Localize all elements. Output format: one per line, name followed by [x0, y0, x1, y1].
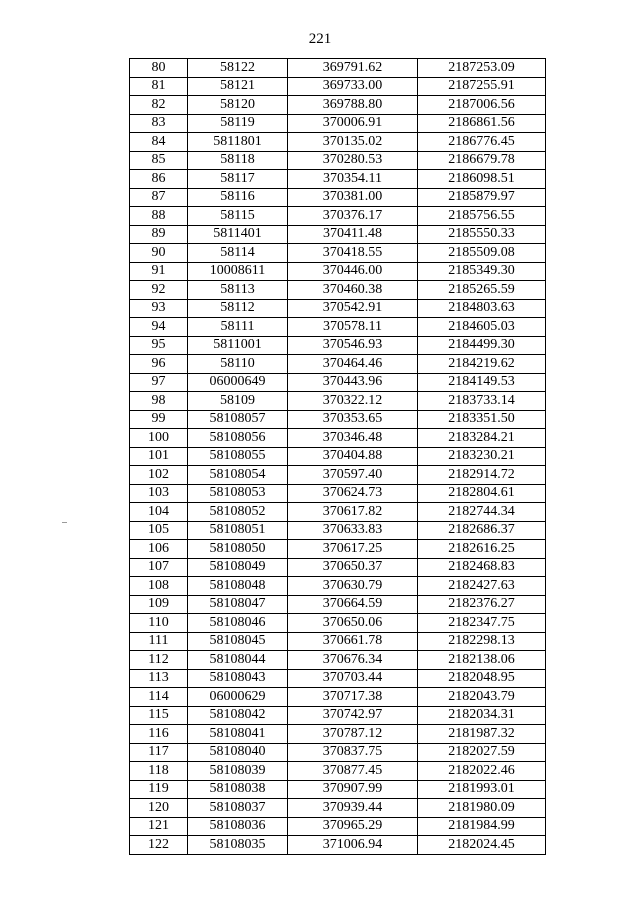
point-id-cell: 58108047: [188, 595, 288, 614]
y-coordinate-cell: 2183284.21: [418, 429, 546, 448]
point-id-cell: 5811801: [188, 133, 288, 152]
y-coordinate-cell: 2181980.09: [418, 799, 546, 818]
table-row: [130, 521, 546, 540]
table-row: [130, 281, 546, 300]
row-number-cell: 111: [130, 632, 188, 651]
row-number-cell: 88: [130, 207, 188, 226]
x-coordinate-cell: 370354.11: [288, 170, 418, 189]
point-id-cell: 58108039: [188, 762, 288, 781]
point-id-cell: 58108041: [188, 725, 288, 744]
table-row: [130, 799, 546, 818]
x-coordinate-cell: 370787.12: [288, 725, 418, 744]
margin-mark: [62, 522, 67, 523]
table-row: [130, 355, 546, 374]
table-row: [130, 503, 546, 522]
row-number-cell: 93: [130, 299, 188, 318]
x-coordinate-cell: 369788.80: [288, 96, 418, 115]
x-coordinate-cell: 370404.88: [288, 447, 418, 466]
y-coordinate-cell: 2182616.25: [418, 540, 546, 559]
x-coordinate-cell: 370617.82: [288, 503, 418, 522]
row-number-cell: 118: [130, 762, 188, 781]
row-number-cell: 109: [130, 595, 188, 614]
row-number-cell: 81: [130, 77, 188, 96]
y-coordinate-cell: 2181993.01: [418, 780, 546, 799]
y-coordinate-cell: 2182034.31: [418, 706, 546, 725]
y-coordinate-cell: 2182024.45: [418, 836, 546, 855]
x-coordinate-cell: 370322.12: [288, 392, 418, 411]
row-number-cell: 122: [130, 836, 188, 855]
table-row: [130, 817, 546, 836]
point-id-cell: 58114: [188, 244, 288, 263]
x-coordinate-cell: 370411.48: [288, 225, 418, 244]
point-id-cell: 58108050: [188, 540, 288, 559]
y-coordinate-cell: 2182347.75: [418, 614, 546, 633]
table-row: [130, 410, 546, 429]
row-number-cell: 107: [130, 558, 188, 577]
x-coordinate-cell: 370381.00: [288, 188, 418, 207]
table-row: [130, 632, 546, 651]
table-row: [130, 114, 546, 133]
point-id-cell: 58122: [188, 59, 288, 78]
point-id-cell: 58111: [188, 318, 288, 337]
point-id-cell: 58108045: [188, 632, 288, 651]
point-id-cell: 58108036: [188, 817, 288, 836]
x-coordinate-cell: 370443.96: [288, 373, 418, 392]
table-row: [130, 762, 546, 781]
point-id-cell: 58108054: [188, 466, 288, 485]
y-coordinate-cell: 2184803.63: [418, 299, 546, 318]
table-row: [130, 336, 546, 355]
table-row: [130, 651, 546, 670]
table-row: [130, 429, 546, 448]
row-number-cell: 92: [130, 281, 188, 300]
row-number-cell: 82: [130, 96, 188, 115]
row-number-cell: 84: [130, 133, 188, 152]
point-id-cell: 06000649: [188, 373, 288, 392]
row-number-cell: 94: [130, 318, 188, 337]
x-coordinate-cell: 370633.83: [288, 521, 418, 540]
row-number-cell: 97: [130, 373, 188, 392]
table-row: [130, 207, 546, 226]
row-number-cell: 99: [130, 410, 188, 429]
row-number-cell: 113: [130, 669, 188, 688]
table-row: [130, 133, 546, 152]
y-coordinate-cell: 2182744.34: [418, 503, 546, 522]
x-coordinate-cell: 370837.75: [288, 743, 418, 762]
row-number-cell: 116: [130, 725, 188, 744]
table-row: [130, 725, 546, 744]
point-id-cell: 58108046: [188, 614, 288, 633]
coordinates-table: [129, 58, 546, 855]
y-coordinate-cell: 2182027.59: [418, 743, 546, 762]
x-coordinate-cell: 370717.38: [288, 688, 418, 707]
x-coordinate-cell: 370650.06: [288, 614, 418, 633]
point-id-cell: 58116: [188, 188, 288, 207]
x-coordinate-cell: 370939.44: [288, 799, 418, 818]
row-number-cell: 102: [130, 466, 188, 485]
y-coordinate-cell: 2182298.13: [418, 632, 546, 651]
table-row: [130, 466, 546, 485]
point-id-cell: 58108049: [188, 558, 288, 577]
table-row: [130, 318, 546, 337]
y-coordinate-cell: 2182022.46: [418, 762, 546, 781]
page-number: 221: [308, 31, 332, 47]
y-coordinate-cell: 2186679.78: [418, 151, 546, 170]
table-row: [130, 743, 546, 762]
y-coordinate-cell: 2182914.72: [418, 466, 546, 485]
y-coordinate-cell: 2187006.56: [418, 96, 546, 115]
y-coordinate-cell: 2185265.59: [418, 281, 546, 300]
y-coordinate-cell: 2185509.08: [418, 244, 546, 263]
point-id-cell: 58108037: [188, 799, 288, 818]
y-coordinate-cell: 2182376.27: [418, 595, 546, 614]
x-coordinate-cell: 370703.44: [288, 669, 418, 688]
x-coordinate-cell: 370542.91: [288, 299, 418, 318]
row-number-cell: 105: [130, 521, 188, 540]
x-coordinate-cell: 370135.02: [288, 133, 418, 152]
row-number-cell: 114: [130, 688, 188, 707]
y-coordinate-cell: 2186776.45: [418, 133, 546, 152]
y-coordinate-cell: 2186098.51: [418, 170, 546, 189]
y-coordinate-cell: 2181984.99: [418, 817, 546, 836]
point-id-cell: 58120: [188, 96, 288, 115]
point-id-cell: 58115: [188, 207, 288, 226]
row-number-cell: 108: [130, 577, 188, 596]
x-coordinate-cell: 369791.62: [288, 59, 418, 78]
x-coordinate-cell: 370280.53: [288, 151, 418, 170]
table-row: [130, 170, 546, 189]
row-number-cell: 117: [130, 743, 188, 762]
table-row: [130, 188, 546, 207]
y-coordinate-cell: 2183733.14: [418, 392, 546, 411]
y-coordinate-cell: 2184149.53: [418, 373, 546, 392]
row-number-cell: 100: [130, 429, 188, 448]
x-coordinate-cell: 370460.38: [288, 281, 418, 300]
table-row: [130, 151, 546, 170]
point-id-cell: 06000629: [188, 688, 288, 707]
row-number-cell: 112: [130, 651, 188, 670]
table-row: [130, 780, 546, 799]
x-coordinate-cell: 370376.17: [288, 207, 418, 226]
row-number-cell: 120: [130, 799, 188, 818]
x-coordinate-cell: 370353.65: [288, 410, 418, 429]
x-coordinate-cell: 370006.91: [288, 114, 418, 133]
table-body: [130, 59, 546, 855]
x-coordinate-cell: 370446.00: [288, 262, 418, 281]
row-number-cell: 104: [130, 503, 188, 522]
row-number-cell: 96: [130, 355, 188, 374]
point-id-cell: 58109: [188, 392, 288, 411]
x-coordinate-cell: 370578.11: [288, 318, 418, 337]
x-coordinate-cell: 369733.00: [288, 77, 418, 96]
x-coordinate-cell: 370418.55: [288, 244, 418, 263]
table-row: [130, 77, 546, 96]
point-id-cell: 5811401: [188, 225, 288, 244]
x-coordinate-cell: 370907.99: [288, 780, 418, 799]
row-number-cell: 86: [130, 170, 188, 189]
y-coordinate-cell: 2182804.61: [418, 484, 546, 503]
x-coordinate-cell: 370546.93: [288, 336, 418, 355]
table-row: [130, 225, 546, 244]
y-coordinate-cell: 2182043.79: [418, 688, 546, 707]
x-coordinate-cell: 371006.94: [288, 836, 418, 855]
point-id-cell: 58108053: [188, 484, 288, 503]
table-row: [130, 558, 546, 577]
y-coordinate-cell: 2182427.63: [418, 577, 546, 596]
x-coordinate-cell: 370650.37: [288, 558, 418, 577]
y-coordinate-cell: 2185756.55: [418, 207, 546, 226]
x-coordinate-cell: 370630.79: [288, 577, 418, 596]
x-coordinate-cell: 370624.73: [288, 484, 418, 503]
row-number-cell: 106: [130, 540, 188, 559]
point-id-cell: 58118: [188, 151, 288, 170]
table-row: [130, 299, 546, 318]
row-number-cell: 121: [130, 817, 188, 836]
row-number-cell: 115: [130, 706, 188, 725]
x-coordinate-cell: 370597.40: [288, 466, 418, 485]
x-coordinate-cell: 370346.48: [288, 429, 418, 448]
x-coordinate-cell: 370617.25: [288, 540, 418, 559]
point-id-cell: 58108051: [188, 521, 288, 540]
x-coordinate-cell: 370877.45: [288, 762, 418, 781]
point-id-cell: 58108048: [188, 577, 288, 596]
y-coordinate-cell: 2182048.95: [418, 669, 546, 688]
y-coordinate-cell: 2185879.97: [418, 188, 546, 207]
x-coordinate-cell: 370965.29: [288, 817, 418, 836]
table-row: [130, 688, 546, 707]
y-coordinate-cell: 2183351.50: [418, 410, 546, 429]
table-row: [130, 836, 546, 855]
point-id-cell: 58108056: [188, 429, 288, 448]
y-coordinate-cell: 2187253.09: [418, 59, 546, 78]
y-coordinate-cell: 2182686.37: [418, 521, 546, 540]
row-number-cell: 87: [130, 188, 188, 207]
x-coordinate-cell: 370742.97: [288, 706, 418, 725]
table-row: [130, 595, 546, 614]
point-id-cell: 58108038: [188, 780, 288, 799]
point-id-cell: 58113: [188, 281, 288, 300]
table-row: [130, 96, 546, 115]
table-row: [130, 706, 546, 725]
table-row: [130, 484, 546, 503]
y-coordinate-cell: 2187255.91: [418, 77, 546, 96]
x-coordinate-cell: 370664.59: [288, 595, 418, 614]
row-number-cell: 91: [130, 262, 188, 281]
row-number-cell: 103: [130, 484, 188, 503]
table-row: [130, 540, 546, 559]
row-number-cell: 89: [130, 225, 188, 244]
point-id-cell: 58119: [188, 114, 288, 133]
point-id-cell: 58117: [188, 170, 288, 189]
point-id-cell: 58112: [188, 299, 288, 318]
table-row: [130, 447, 546, 466]
point-id-cell: 58121: [188, 77, 288, 96]
point-id-cell: 58108057: [188, 410, 288, 429]
point-id-cell: 58108040: [188, 743, 288, 762]
y-coordinate-cell: 2186861.56: [418, 114, 546, 133]
y-coordinate-cell: 2182138.06: [418, 651, 546, 670]
row-number-cell: 98: [130, 392, 188, 411]
point-id-cell: 58110: [188, 355, 288, 374]
y-coordinate-cell: 2184219.62: [418, 355, 546, 374]
x-coordinate-cell: 370661.78: [288, 632, 418, 651]
point-id-cell: 58108035: [188, 836, 288, 855]
table-row: [130, 669, 546, 688]
row-number-cell: 90: [130, 244, 188, 263]
point-id-cell: 58108044: [188, 651, 288, 670]
table-row: [130, 392, 546, 411]
x-coordinate-cell: 370464.46: [288, 355, 418, 374]
y-coordinate-cell: 2185349.30: [418, 262, 546, 281]
table-row: [130, 373, 546, 392]
x-coordinate-cell: 370676.34: [288, 651, 418, 670]
y-coordinate-cell: 2183230.21: [418, 447, 546, 466]
table-row: [130, 614, 546, 633]
row-number-cell: 95: [130, 336, 188, 355]
row-number-cell: 101: [130, 447, 188, 466]
point-id-cell: 58108052: [188, 503, 288, 522]
row-number-cell: 110: [130, 614, 188, 633]
point-id-cell: 10008611: [188, 262, 288, 281]
table-row: [130, 59, 546, 78]
table-row: [130, 244, 546, 263]
point-id-cell: 5811001: [188, 336, 288, 355]
point-id-cell: 58108055: [188, 447, 288, 466]
row-number-cell: 80: [130, 59, 188, 78]
row-number-cell: 85: [130, 151, 188, 170]
y-coordinate-cell: 2182468.83: [418, 558, 546, 577]
y-coordinate-cell: 2184605.03: [418, 318, 546, 337]
y-coordinate-cell: 2185550.33: [418, 225, 546, 244]
row-number-cell: 119: [130, 780, 188, 799]
y-coordinate-cell: 2184499.30: [418, 336, 546, 355]
table-row: [130, 262, 546, 281]
table-row: [130, 577, 546, 596]
point-id-cell: 58108043: [188, 669, 288, 688]
point-id-cell: 58108042: [188, 706, 288, 725]
row-number-cell: 83: [130, 114, 188, 133]
y-coordinate-cell: 2181987.32: [418, 725, 546, 744]
